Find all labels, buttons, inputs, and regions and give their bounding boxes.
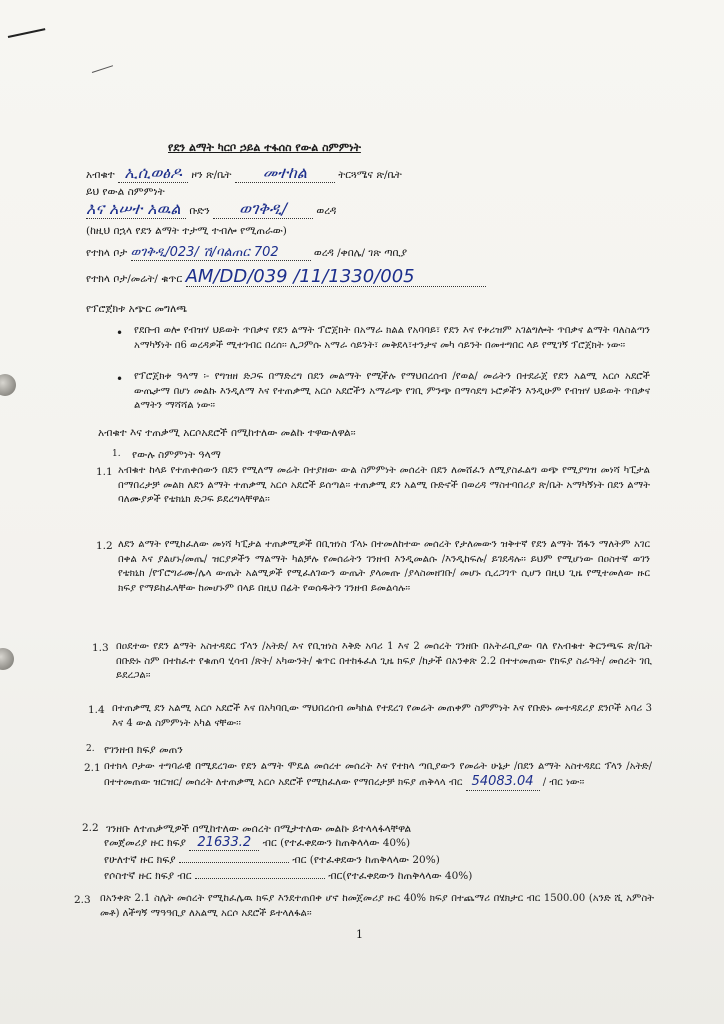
bullet-icon: • <box>116 372 124 386</box>
clause-1-4: በተጠቃሚ ደን አልሚ አርሶ አደሮች እና በአካባቢው ማህበረሰብ መካከል የተደረገ የመሬት መጠቀም ስምምነት እና የቡድኑ መተዳደሪያ ደንቦች አባሪ 3 እና 4 ውል ስምምነት አካል ናቸው፡፡ <box>112 703 652 729</box>
clause-2-2-lead: ገንዘቡ ለተጠቃሚዎች በሚከተለው መሰረት በሚታተለው መልኩ ይተላላፋላቸዋል <box>106 823 412 835</box>
document-title: የደን ልማት ካርቦ ኃይል ተፋሰስ የውል ስምምነት <box>168 141 361 154</box>
clause-2-1: በተክላ ቦታው ተግባራዊ በሚደረገው የደን ልማት ሞዴል መሰረተ መሰረት እና የተክላ ጣቢያውን የመሬት ሁኔታ /በደን ልማት አስተዳደር ፕላን /አትድ/ በተተመጠው ዝርዝር/ መሰረት ለተጠቃሚ አርሶ አደሮች የሚከፈለው የማበረታቻ ክፍያ ጠቅላላ ብር 54083.04 / ብር ነው፡፡ <box>104 760 652 791</box>
handwritten-field: AM/DD/039 /11/1330/005 <box>185 266 415 287</box>
payment-round-2: የሁለተኛ ዙር ክፍያ ብር (የተፈቀደውን ከጠቅላላው 20%) <box>104 854 440 866</box>
intro-line: አብቁተ እና ተጠቃሚ አርሶአደሮች በሚከተለው መልኩ ተዋውለዋል፡፡ <box>98 427 356 439</box>
clause-1-1: አብቁተ ከላይ የተጠቀሰውን በደን የሚለማ መሬት በተያዘው ውል ስምምነት መሰረት በደን ለመሸፈን ለሚያስፈልግ ወጭ የሚያግዝ መነሻ ካፒታል በማበረታቻ መልክ ለደን ልማት ተጠቃሚ አርሶ አደሮች ይሰጣል፡፡ ተጠቃሚ ደን አልሚ ቡድኖች በወረዳ ማስተባበሪያ ጽ/ቤት አማካኝነት በደን ልማት ባለሙያዎች የቴክኒክ ድጋፍ ይደረግላቸዋል፡፡ <box>118 465 650 506</box>
clause-number: 2.3 <box>74 894 91 906</box>
header-row-1: አብቁተ ኢሲወፅዶ ዞን ጽ/ቤት መተከል ትርጓሜና ጽ/ቤት <box>86 163 402 182</box>
handwritten-field: ወገቅዲ/ <box>239 199 288 218</box>
handwritten-amount: 54083.04 <box>471 773 534 789</box>
header-row-3: እና አሠተ አዉል ቡድን ወገቅዲ/ ወረዳ <box>86 199 337 218</box>
payment-round-1: የመጀመሪያ ዙር ክፍያ 21633.2 ብር (የተፈቀደውን ከጠቅላላው 40%) <box>104 835 411 850</box>
section-1-heading: የውሉ ስምምነት ዓላማ <box>132 449 221 461</box>
bullet-icon: • <box>116 326 124 340</box>
handwritten-field: ወገቅዲ/023/ ሽ/ባልጠር 702 <box>130 245 279 260</box>
clause-1-3: በዐደተው የደን ልማት አስተዳደር ፕላን /አትድ/ እና የቢዝነስ እቅድ አባሪ 1 እና 2 መሰረት ገንዘቡ በአትራቢያው ባለ የአብቁተ ቅርንጫፍ ጽ/ቤት በቡድኑ ስም በተከፈተ የቁጠባ ሂሳብ /ጽት/ አካውንት/ ቁጥር በተከፋፈለ ጊዜ ክፍያ /ከታች በአንቀጽ 2.2 በተተመጠው የክፍያ ስራዓት/ መሰረት ገቢ ይደረጋል፡፡ <box>116 641 652 682</box>
handwritten-amount: 21633.2 <box>197 835 252 850</box>
section-number: 2. <box>86 744 95 754</box>
punch-hole <box>0 374 16 396</box>
page-number: 1 <box>356 928 363 941</box>
handwritten-field: እና አሠተ አዉል <box>86 199 181 218</box>
section-2-heading: የገንዘብ ክፍያ መጠን <box>104 744 183 756</box>
header-row-5: የተክላ ቦታ ወገቅዲ/023/ ሽ/ባልጠር 702 ወረዳ /ቀበሌ/ ገጽ ጣቢያ <box>86 245 408 260</box>
clause-number: 1.1 <box>96 466 113 478</box>
section-number: 1. <box>112 449 121 459</box>
handwritten-field: መተከል <box>262 163 307 182</box>
clause-number: 1.2 <box>96 540 113 552</box>
clause-1-2: ለደን ልማት የሚከፈለው መነሻ ካፒታል ተጠቃሚዎች በቢዝነስ ፕላኑ በተመለከተው መሰረት የታለመውን ዝቅተኛ የደን ልማት ሽፋን ማለትም አገር በቀል እና ያልሆኑ/መጤ/ ዝርያዎችን ማልማት ካልቻሉ የመሰሬትን ገንዘብ እንዲመልሱ /እንዲከፍሉ/ ይገደዳሉ፡፡ ይህም የሚሆነው በዐስተኛ ወገን የቴክኒክ /የፕሮግራሙ/ሌላ ውጤት አልሚዎች የሚፈለገውን ውጤት ያላመጡ /ያላስመዘገቡ/ መሆኑ ሲረጋገጥ ሲሆን በዚህ ጊዜ የሚተመለው ዙር ክፍያ የማይከፈላቸው ከመሆኑም በላይ በዚህ በፊት የወሰዱትን ገንዘብ ይመልሳሉ፡፡ <box>118 539 650 594</box>
handwritten-field: ኢሲወፅዶ <box>124 163 182 182</box>
clause-number: 2.2 <box>82 822 99 834</box>
header-row-6: የተክላ ቦታ/መሬት/ ቁጥር AM/DD/039 /11/1330/005 <box>86 270 486 287</box>
project-summary-heading: የፕሮጀክቱ አጭር መግለጫ <box>86 303 188 315</box>
pen-mark <box>92 65 113 73</box>
header-row-4: (ከዚህ በኋላ የደን ልማት ተታሚ ተብሎ የሚጠራው) <box>86 225 287 237</box>
payment-round-3: የሶስተኛ ዙር ክፍያ ብር ብር(የተፈቀደውን ከጠቅላላው 40%) <box>104 870 473 882</box>
clause-number: 1.3 <box>92 642 109 654</box>
bullet-paragraph: የፕሮጀክቱ ዓላማ ፡- የግዝዘ ድጋፍ በማድረግ በደን መልማት የሚችሉ የማህበረሰብ /የወል/ መሬትን በተደራጀ የደን አልሚ አርሶ አደሮች ውጤታማ በሆነ መልኩ እንዲለማ እና የተጠቃሚ አርሶ አደሮችን አማራጭ የገቢ ምንጭ በማሳደግ ኑሮዎችን እንዲሁም የብዝሃ ህይወት ጥበቃና ልማትን ማሻሻል ነው፡፡ <box>134 371 650 412</box>
punch-hole <box>0 648 14 670</box>
clause-number: 1.4 <box>88 704 105 716</box>
clause-number: 2.1 <box>84 762 101 774</box>
pen-mark <box>8 28 46 38</box>
bullet-paragraph: የደቡብ ወሎ የብዝሃ ህይወት ጥበቃና የደን ልማት ፕሮጀክት በአማራ ክልል የአባባይ፣ የደን እና የቱሪዝም አገልግሎት ጥበቃና ልማት ባለስልጣን አማካኝነት በ6 ወረዳዎች ሚተገብር በረሰ፡፡ ሊጋምሱ አማራ ሳይንት፣ መቅደላ፣ተንታና መካ ሳይንት በመተግበር ላይ የሚገኝ ፕሮጀክት ነው፡፡ <box>134 325 650 351</box>
clause-2-3: በአንቀጽ 2.1 ስሌት መሰረት የሚከፈሌዉ ክፍያ እንደተጠበቀ ሆኖ ከመጀመሪያ ዙር 40% ክፍያ በተጨማሪ በሄክታር ብር 1500.00 (አንድ ሺ አምስት መቶ) ለችግኝ ማዓዓቢያ ለአልሚ አርሶ አደሮች ይተላለፋል፡፡ <box>100 893 654 919</box>
header-row-2: ይህ የውል ስምምነት <box>86 186 165 198</box>
